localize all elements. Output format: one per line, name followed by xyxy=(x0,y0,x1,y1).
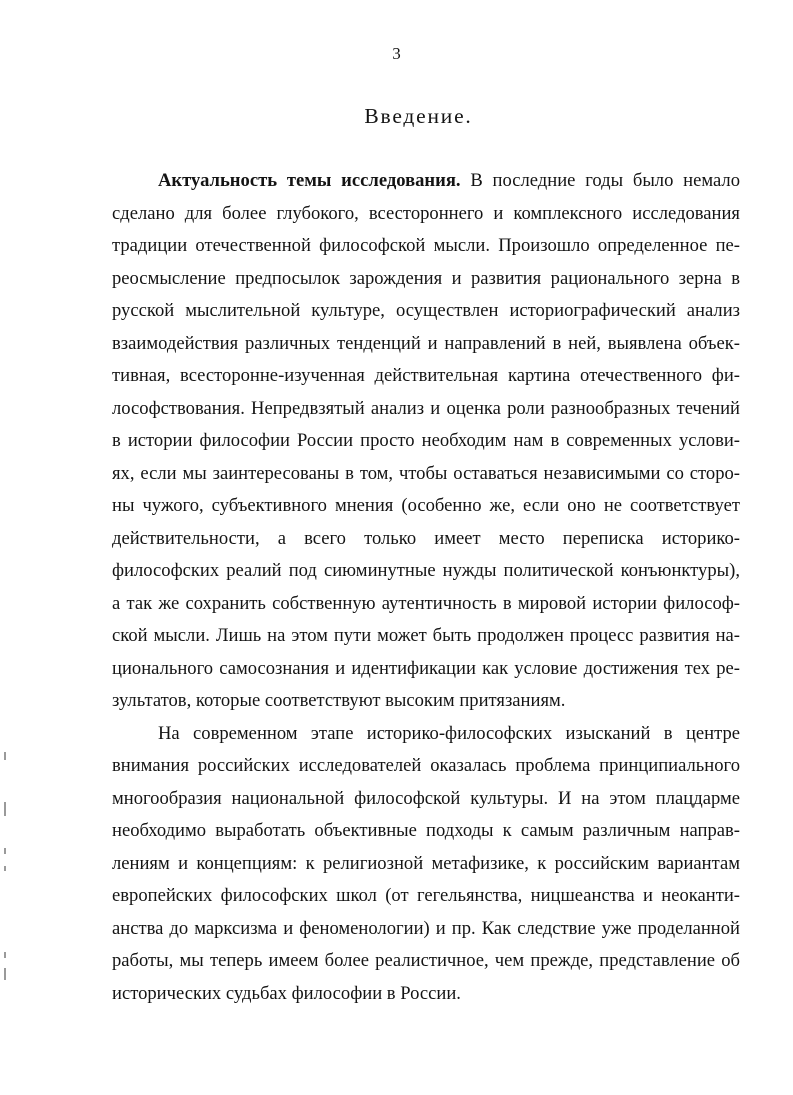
page-number: 3 xyxy=(392,44,401,63)
page-title: Введение. xyxy=(364,104,473,128)
text-line: зультатов, которые соответствуют высоким притязаниям. xyxy=(112,690,566,711)
text-line: работы, мы теперь имеем более реалистичное, чем прежде, представление об xyxy=(112,950,740,971)
text-line: сделано для более глубокого, всестороннего и комплексного исследования xyxy=(112,202,740,224)
text-line: реосмысление предпосылок зарождения и развития рационального зерна в xyxy=(112,267,740,289)
section-lead: Актуальность темы исследования. xyxy=(158,170,461,191)
scan-margin-mark xyxy=(4,952,6,958)
text-line: традиции отечественной философской мысли. Произошло определенное пе- xyxy=(112,235,740,256)
text-line xyxy=(112,165,740,198)
text-line: русской мыслительной культуре, осуществлен историографический анализ xyxy=(112,300,740,321)
document-body xyxy=(112,165,740,1010)
scan-margin-mark xyxy=(4,802,6,816)
text-line-rest: В последние годы было немало xyxy=(460,170,741,191)
scan-margin-mark xyxy=(4,968,6,980)
text-line: философских реалий под сиюминутные нужды политической конъюнктуры), xyxy=(112,560,740,581)
scan-margin-mark xyxy=(4,866,6,871)
paragraph-relevance xyxy=(112,165,740,718)
text-line: ской мысли. Лишь на этом пути может быть продолжен процесс развития на- xyxy=(112,625,740,646)
text-line: ны чужого, субъективного мнения (особенно же, если оно не соответствует xyxy=(112,495,740,516)
text-line: европейских философских школ (от гегельянства, ницшеанства и неоканти- xyxy=(112,885,740,906)
text-line: многообразия национальной философской культуры. И на этом плацдарме xyxy=(112,787,740,809)
text-line: анства до марксизма и феноменологии) и пр. Как следствие уже проделанной xyxy=(112,917,740,939)
text-line: ях, если мы заинтересованы в том, чтобы оставаться независимыми со сторо- xyxy=(112,462,740,484)
text-line: лософствования. Непредвзятый анализ и оценка роли разнообразных течений xyxy=(112,397,740,419)
text-line: взаимодействия различных тенденций и направлений в ней, выявлена объек- xyxy=(112,332,740,354)
text-line: необходимо выработать объективные подходы к самым различным направ- xyxy=(112,820,740,841)
text-line: ционального самосознания и идентификации как условие достижения тех ре- xyxy=(112,657,740,679)
text-line: тивная, всесторонне-изученная действительная картина отечественного фи- xyxy=(112,365,740,386)
text-line: а так же сохранить собственную аутентичность в мировой истории философ- xyxy=(112,592,740,614)
scan-margin-mark xyxy=(4,848,6,854)
text-line: внимания российских исследователей оказалась проблема принципиального xyxy=(112,755,740,776)
paragraph-current-stage xyxy=(112,718,740,1011)
text-line: действительности, а всего только имеет место переписка историко- xyxy=(112,527,740,549)
text-line: На современном этапе историко-философских изысканий в центре xyxy=(158,722,740,744)
scan-margin-mark xyxy=(4,752,6,760)
text-line: в истории философии России просто необходим нам в современных услови- xyxy=(112,430,740,451)
text-line: исторических судьбах философии в России. xyxy=(112,982,461,1004)
text-line: лениям и концепциям: к религиозной метафизике, к российским вариантам xyxy=(112,852,740,874)
